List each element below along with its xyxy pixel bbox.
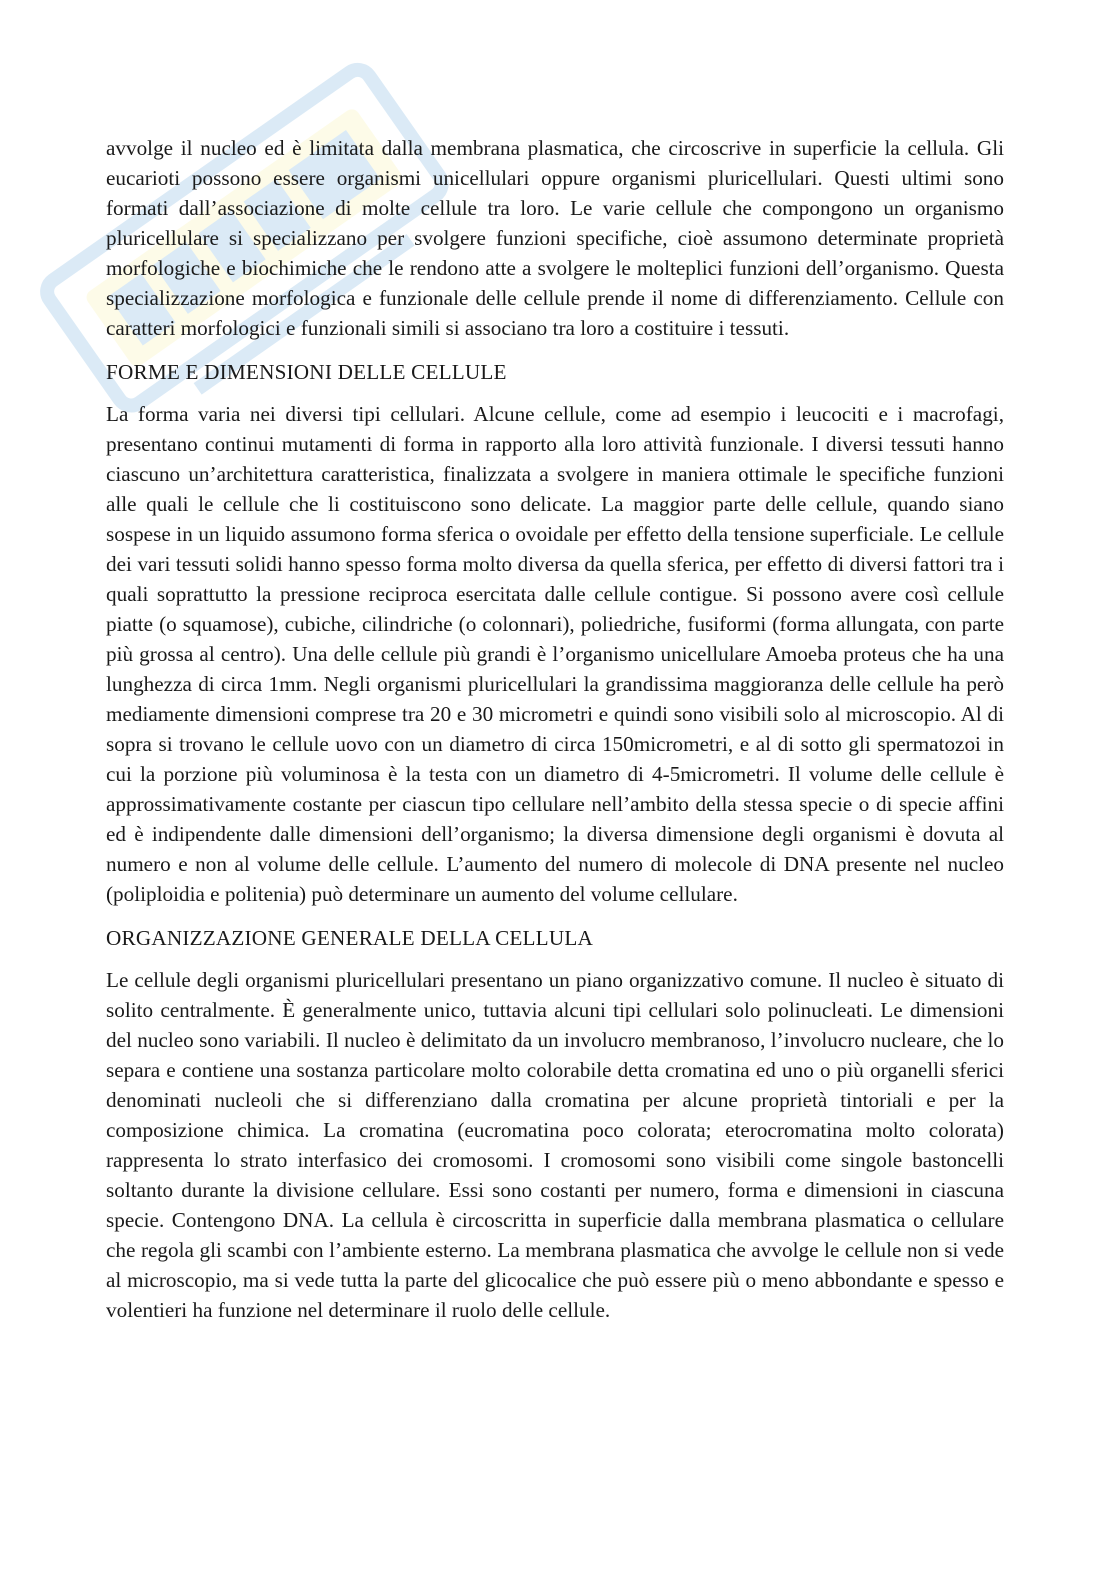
paragraph-forme-dimensioni: La forma varia nei diversi tipi cellulari. Alcune cellule, come ad esempio i leucociti e i macrofagi, presentano continui mutamenti di forma in rapporto alla loro attività funzionale. I diversi tessuti hanno ciascuno un’architettura caratteristica, finalizzata a svolgere in maniera ottimale le specifiche funzioni alle quali le cellule che li costituiscono sono delicate. La maggior parte delle cellule, quando siano sospese in un liquido assumono forma sferica o ovoidale per effetto della tensione superficiale. Le cellule dei vari tessuti solidi hanno spesso forma molto diversa da quella sferica, per effetto di diversi fattori tra i quali soprattutto la pressione reciproca esercitata dalle cellule contigue. Si possono avere così cellule piatte (o squamose), cubiche, cilindriche (o colonnari), poliedriche, fusiformi (forma allungata, con parte più grossa al centro). Una delle cellule più grandi è l’organismo unicellulare Amoeba proteus che ha una lunghezza di circa 1mm. Negli organismi pluricellulari la grandissima maggioranza delle cellule ha però mediamente dimensioni comprese tra 20 e 30 micrometri e quindi sono visibili solo al microscopio. Al di sopra si trovano le cellule uovo con un diametro di circa 150micrometri, e al di sotto gli spermatozoi in cui la porzione più voluminosa è la testa con un diametro di 4-5micrometri. Il volume delle cellule è approssimativamente costante per ciascun tipo cellulare nell’ambito della stessa specie o di specie affini ed è indipendente dalle dimensioni dell’organismo; la diversa dimensione degli organismi è dovuta al numero e non al volume delle cellule. L’aumento del numero di molecole di DNA presente nel nucleo (poliploidia e politenia) può determinare un aumento del volume cellulare. xyxy=(106,402,1004,906)
paragraph-organizzazione: Le cellule degli organismi pluricellulari presentano un piano organizzativo comune. Il nucleo è situato di solito centralmente. È generalmente unico, tuttavia alcuni tipi cellulari solo polinucleati. Le dimensioni del nucleo sono variabili. Il nucleo è delimitato da un involucro membranoso, l’involucro nucleare, che lo separa e contiene una sostanza particolare molto colorabile detta cromatina ed uno o più organelli sferici denominati nucleoli che si differenziano dalla cromatina per alcune proprietà tintoriali e per la composizione chimica. La cromatina (eucromatina poco colorata; eterocromatina molto colorata) rappresenta lo strato interfasico dei cromosomi. I cromosomi sono visibili come singole bastoncelli soltanto durante la divisione cellulare. Essi sono costanti per numero, forma e dimensioni in ciascuna specie. Contengono DNA. La cellula è circoscritta in superficie dalla membrana plasmatica o cellulare che regola gli scambi con l’ambiente esterno. La membrana plasmatica che avvolge le cellule non si vede al microscopio, ma si vede tutta la parte del glicocalice che può essere più o meno abbondante e spesso e volentieri ha funzione nel determinare il ruolo delle cellule. xyxy=(106,968,1004,1322)
heading-forme-dimensioni: FORME E DIMENSIONI DELLE CELLULE xyxy=(106,360,507,384)
document-page xyxy=(106,133,1004,1325)
heading-organizzazione: ORGANIZZAZIONE GENERALE DELLA CELLULA xyxy=(106,926,593,950)
paragraph-intro: avvolge il nucleo ed è limitata dalla membrana plasmatica, che circoscrive in superficie la cellula. Gli eucarioti possono essere organismi unicellulari oppure organismi pluricellulari. Questi ultimi sono formati dall’associazione di molte cellule tra loro. Le varie cellule che compongono un organismo pluricellulare si specializzano per svolgere funzioni specifiche, cioè assumono determinate proprietà morfologiche e biochimiche che le rendono atte a svolgere le molteplici funzioni dell’organismo. Questa specializzazione morfologica e funzionale delle cellule prende il nome di differenziamento. Cellule con caratteri morfologici e funzionali simili si associano tra loro a costituire i tessuti. xyxy=(106,136,1004,340)
